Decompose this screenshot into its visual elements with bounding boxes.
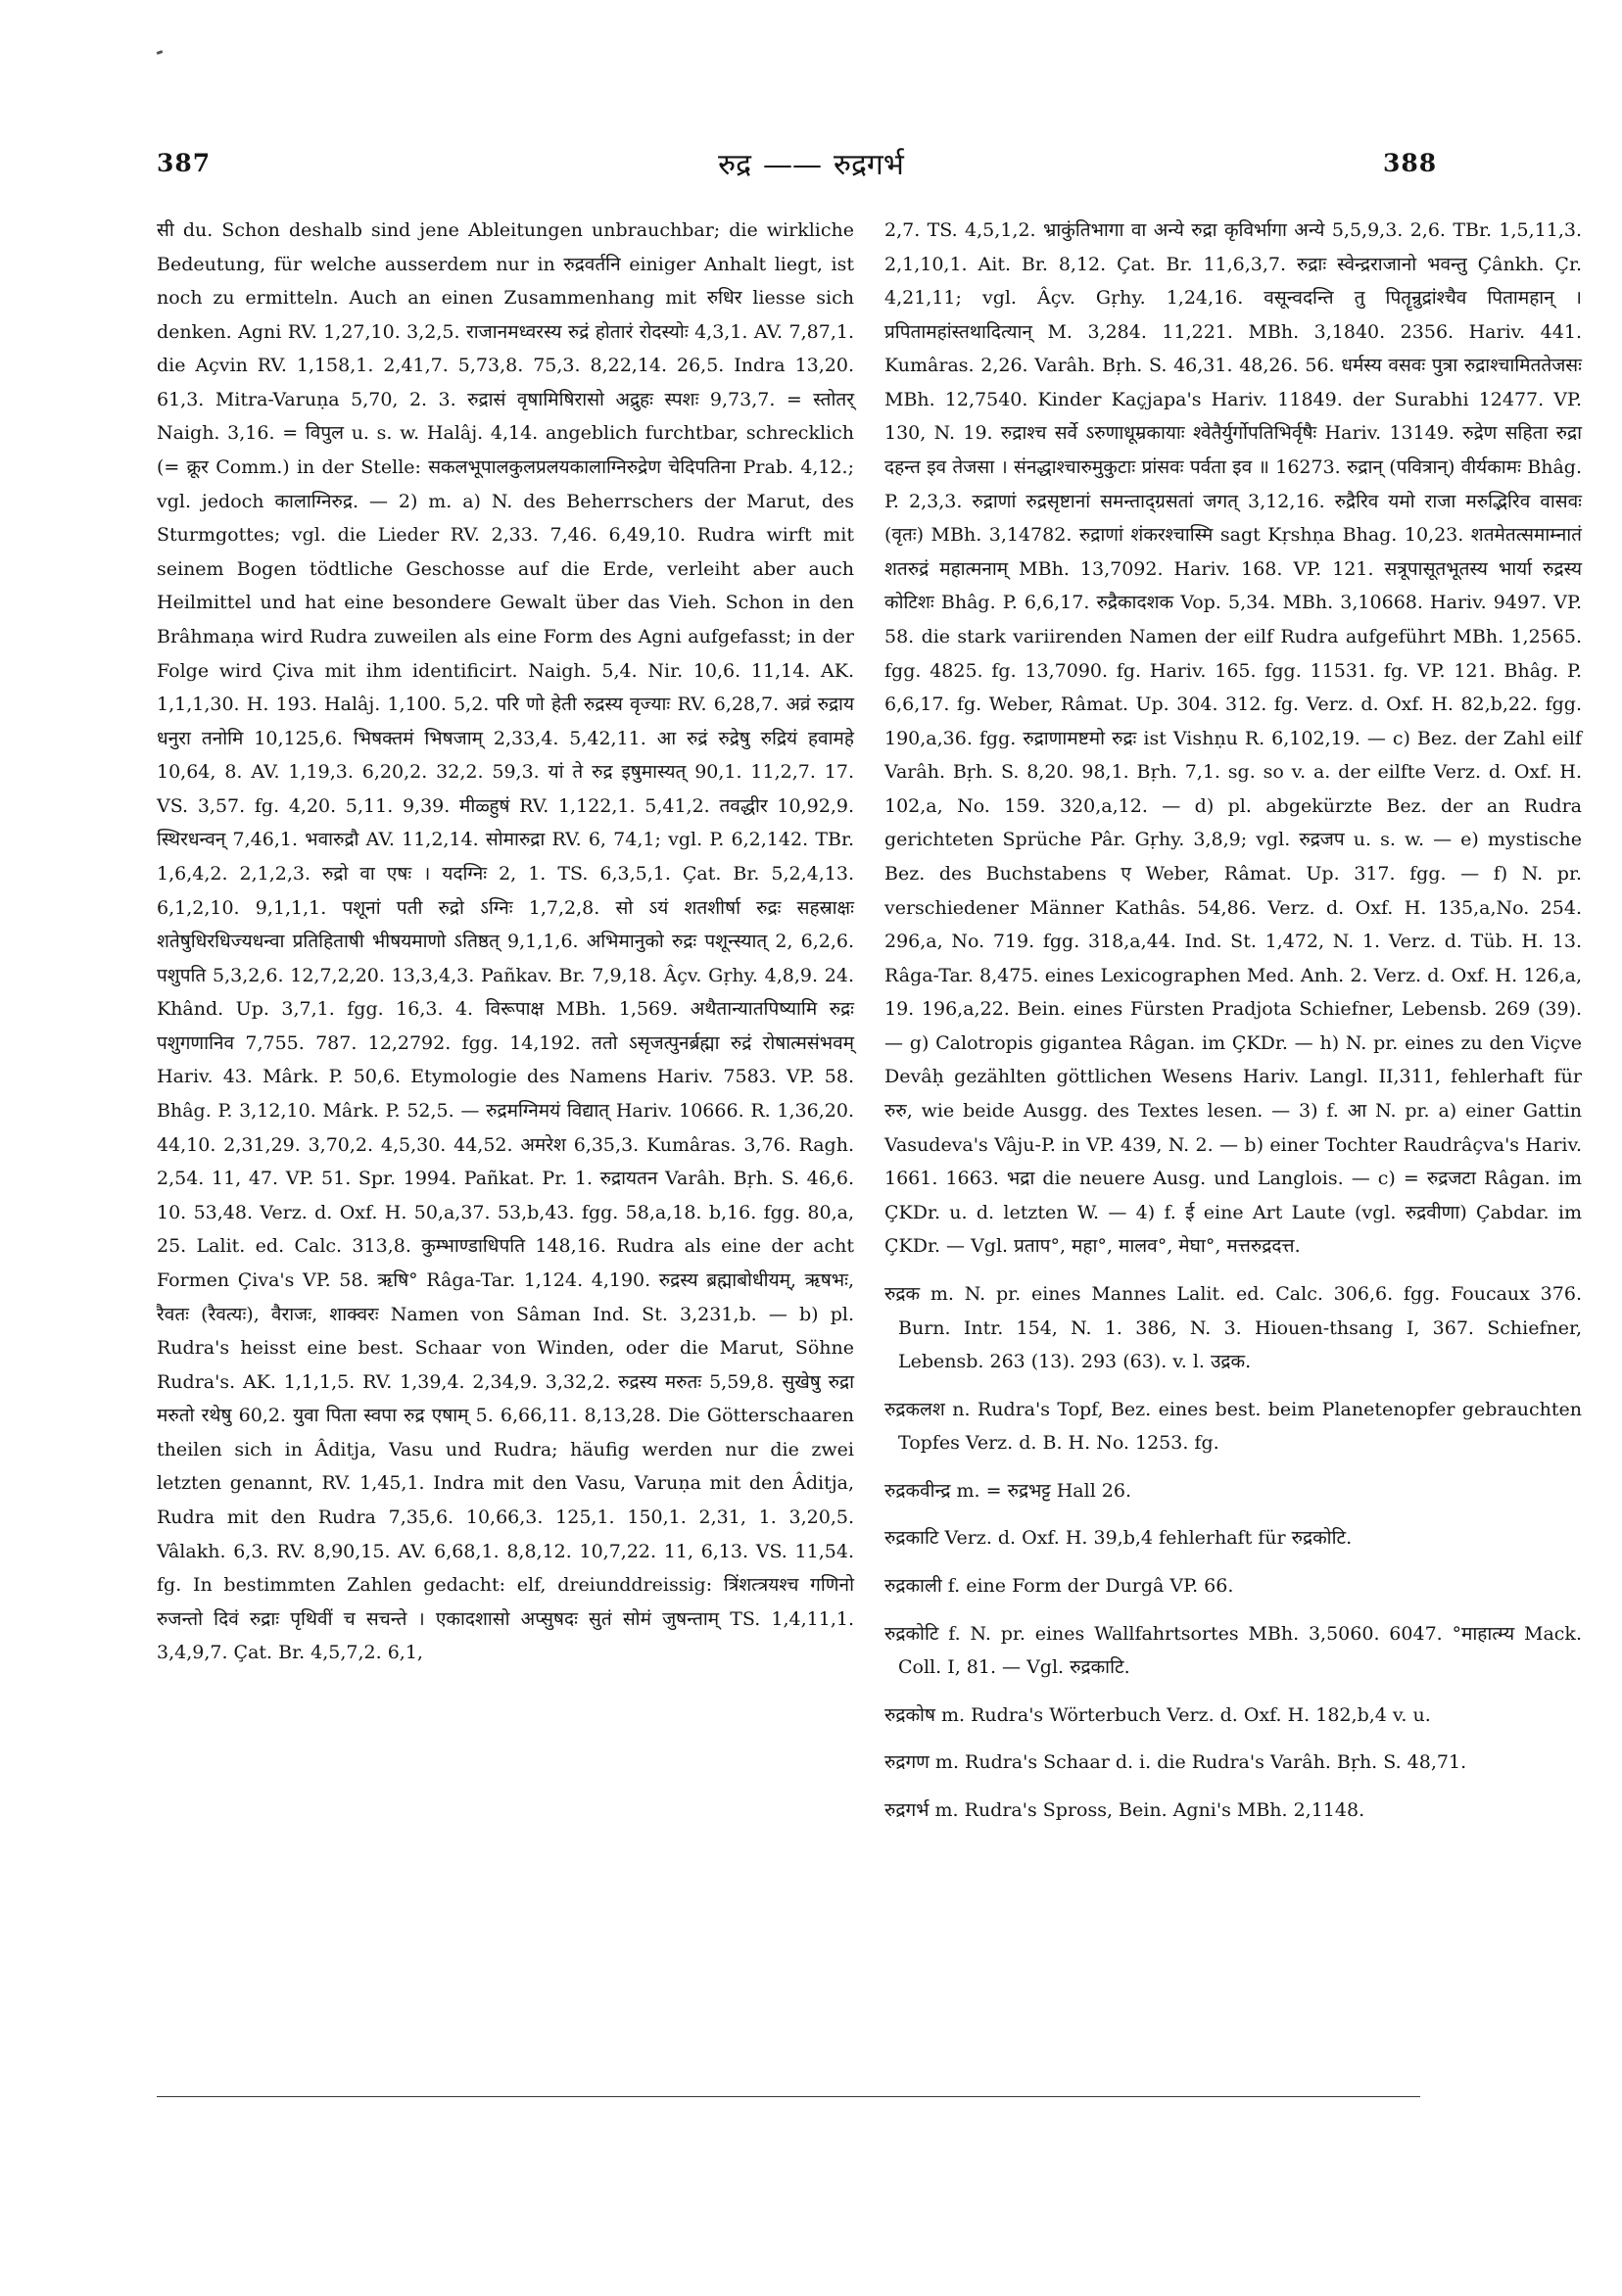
- dictionary-entry: रुद्रकोटि f. N. pr. eines Wallfahrtsortes MBh. 3,5060. 6047. °माहात्म्य Mack. Coll. I, 81. — Vgl. रुद्रकाटि.: [884, 1622, 1582, 1679]
- headword-right: रुद्रगर्भ: [834, 148, 904, 182]
- page-number-left: 387: [157, 149, 212, 177]
- dictionary-entry: रुद्रगण m. Rudra's Schaar d. i. die Rudra's Varâh. Bṛh. S. 48,71.: [884, 1751, 1467, 1774]
- right-column-text: 2,7. TS. 4,5,1,2. भ्राकुंतिभागा वा अन्ये रुद्रा कृविर्भागा अन्ये 5,5,9,3. 2,6. TBr. 1,5,11,3. 2,1,10,1. Ait. Br. 8,12. Çat. Br. 11,6,3,7. रुद्राः स्वेन्द्रराजानो भवन्तु Çânkh. Çr. 4,21,11; vgl. Âçv. Gṛhy. 1,24,16. वसून्वदन्ति तु पितॄन्रुद्रांश्चैव पितामहान् । प्रपितामहांस्तथादित्यान् M. 3,284. 11,221. MBh. 3,1840. 2356. Hariv. 441. Kumâras. 2,26. Varâh. Bṛh. S. 46,31. 48,26. 56. धर्मस्य वसवः पुत्रा रुद्राश्चामिततेजसः MBh. 12,7540. Kinder Kaçjapa's Hariv. 11849. der Surabhi 12477. VP. 130, N. 19. रुद्राश्च सर्वे ऽरुणाधूम्रकायाः श्वेतैर्युर्गोपतिभिर्वृषैः Hariv. 13149. रुद्रेण सहिता रुद्रा दहन्त इव तेजसा । संनद्धाश्चारुमुकुटाः प्रांसवः पर्वता इव ॥ 16273. रुद्रान् (पवित्रान्) वीर्यकामः Bhâg. P. 2,3,3. रुद्राणां रुद्रसृष्टानां समन्ताद्ग्रसतां जगत् 3,12,16. रुद्रैरिव यमो राजा मरुद्भिरिव वासवः (वृतः) MBh. 3,14782. रुद्राणां शंकरश्चास्मि sagt Kṛshṇa Bhag. 10,23. शतमेतत्समाम्नातं शतरुद्रं महात्मनाम् MBh. 13,7092. Hariv. 168. VP. 121. सत्रूपासूतभूतस्य भार्या रुद्रस्य कोटिशः Bhâg. P. 6,6,17. रुद्रैकादशक Vop. 5,34. MBh. 3,10668. Hariv. 9497. VP. 58. die stark variirenden Namen der eilf Rudra aufgeführt MBh. 1,2565. fgg. 4825. fg. 13,7090. fg. Hariv. 165. fgg. 11531. fg. VP. 121. Bhâg. P. 6,6,17. fg. Weber, Râmat. Up. 304. 312. fg. Verz. d. Oxf. H. 82,b,22. fgg. 190,a,36. fgg. रुद्राणामष्टमो रुद्रः ist Vishṇu R. 6,102,19. — c) Bez. der Zahl eilf Varâh. Bṛh. S. 8,20. 98,1. Bṛh. 7,1. sg. so v. a. der eilfte Verz. d. Oxf. H. 102,a, No. 159. 320,a,12. — d) pl. abgekürzte Bez. der an Rudra gerichteten Sprüche Pâr. Gṛhy. 3,8,9; vgl. रुद्रजप u. s. w. — e) mystische Bez. des Buchstabens ए Weber, Râmat. Up. 317. fgg. — f) N. pr. verschiedener Männer Kathâs. 54,86. Verz. d. Oxf. H. 135,a,No. 254. 296,a, No. 719. fgg. 318,a,44. Ind. St. 1,472, N. 1. Verz. d. Tüb. H. 13. Râga-Tar. 8,475. eines Lexicographen Med. Anh. 2. Verz. d. Oxf. H. 126,a, 19. 196,a,22. Bein. eines Fürsten Pradjota Schiefner, Lebensb. 269 (39). — g) Calotropis gigantea Râgan. im ÇKDr. — h) N. pr. eines zu den Viçve Devâḥ gezählten göttlichen Wesens Hariv. Langl. II,311, fehlerhaft für रुरु, wie beide Ausgg. des Textes lesen. — 3) f. आ N. pr. a) einer Gattin Vasudeva's Vâju-P. in VP. 439, N. 2. — b) einer Tochter Raudrâçva's Hariv. 1661. 1663. भद्रा die neuere Ausg. und Langlois. — c) = रुद्रजटा Râgan. im ÇKDr. u. d. letzten W. — 4) f. ई eine Art Laute (vgl. रुद्रवीणा) Çabdar. im ÇKDr. — Vgl. प्रताप°, महा°, मालव°, मेघा°, मत्तरुद्रदत्त.: [884, 219, 1582, 1258]
- dictionary-entry: रुद्रक m. N. pr. eines Mannes Lalit. ed. Calc. 306,6. fgg. Foucaux 376. Burn. Intr. 154, N. 1. 386, N. 3. Hiouen-thsang I, 367. Schiefner, Lebensb. 263 (13). 293 (63). v. l. उद्रक.: [884, 1282, 1582, 1373]
- page-number-right: 388: [1383, 149, 1438, 177]
- dictionary-entry: रुद्रकोष m. Rudra's Wörterbuch Verz. d. Oxf. H. 182,b,4 v. u.: [884, 1703, 1431, 1726]
- dictionary-entry: रुद्रकलश n. Rudra's Topf, Bez. eines best. beim Planetenopfer gebrauchten Topfes Verz. d. B. H. No. 1253. fg.: [884, 1398, 1582, 1455]
- dictionary-entry: रुद्रकाली f. eine Form der Durgâ VP. 66.: [884, 1574, 1234, 1597]
- headword-left: रुद्र: [718, 148, 751, 182]
- headword-separator: ——: [763, 148, 822, 182]
- dictionary-entry: रुद्रगर्भ m. Rudra's Spross, Bein. Agni's MBh. 2,1148.: [884, 1798, 1365, 1821]
- left-column: [157, 214, 854, 1670]
- left-column-text: सी du. Schon deshalb sind jene Ableitungen unbrauchbar; die wirkliche Bedeutung, für welche ausserdem nur in रुद्रवर्तनि einiger Anhalt liegt, ist noch zu ermitteln. Auch an einen Zusammenhang mit रुधिर liesse sich denken. Agni RV. 1,27,10. 3,2,5. राजानमध्वरस्य रुद्रं होतारं रोदस्योः 4,3,1. AV. 7,87,1. die Açvin RV. 1,158,1. 2,41,7. 5,73,8. 75,3. 8,22,14. 26,5. Indra 13,20. 61,3. Mitra-Varuṇa 5,70, 2. 3. रुद्रासं वृषामिषिरासो अद्रुहः स्पशः 9,73,7. = स्तोतर् Naigh. 3,16. = विपुल u. s. w. Halâj. 4,14. angeblich furchtbar, schrecklich (= क्रूर Comm.) in der Stelle: सकलभूपालकुलप्रलयकालाग्निरुद्रेण चेदिपतिना Prab. 4,12.; vgl. jedoch कालाग्निरुद्र. — 2) m. a) N. des Beherrschers der Marut, des Sturmgottes; vgl. die Lieder RV. 2,33. 7,46. 6,49,10. Rudra wirft mit seinem Bogen tödtliche Geschosse auf die Erde, verleiht aber auch Heilmittel und hat eine besondere Gewalt über das Vieh. Schon in den Brâhmaṇa wird Rudra zuweilen als eine Form des Agni aufgefasst; in der Folge wird Çiva mit ihm identificirt. Naigh. 5,4. Nir. 10,6. 11,14. AK. 1,1,1,30. H. 193. Halâj. 1,100. 5,2. परि णो हेती रुद्रस्य वृज्याः RV. 6,28,7. अव्रं रुद्राय धनुरा तनोमि 10,125,6. भिषक्तमं भिषजाम् 2,33,4. 5,42,11. आ रुद्रं रुद्रेषु रुद्रियं हवामहे 10,64, 8. AV. 1,19,3. 6,20,2. 32,2. 59,3. यां ते रुद्र इषुमास्यत् 90,1. 11,2,7. 17. VS. 3,57. fg. 4,20. 5,11. 9,39. मीळ्हुषं RV. 1,122,1. 5,41,2. तवद्धीर 10,92,9. स्थिरधन्वन् 7,46,1. भवारुद्रौ AV. 11,2,14. सोमारुद्रा RV. 6, 74,1; vgl. P. 6,2,142. TBr. 1,6,4,2. 2,1,2,3. रुद्रो वा एषः । यदग्निः 2, 1. TS. 6,3,5,1. Çat. Br. 5,2,4,13. 6,1,2,10. 9,1,1,1. पशूनां पती रुद्रो ऽग्निः 1,7,2,8. सो ऽयं शतशीर्षा रुद्रः सहस्राक्षः शतेषुधिरधिज्यधन्वा प्रतिहिताषी भीषयमाणो ऽतिष्ठत् 9,1,1,6. अभिमानुको रुद्रः पशून्स्यात् 2, 6,2,6. पशुपति 5,3,2,6. 12,7,2,20. 13,3,4,3. Pañkav. Br. 7,9,18. Âçv. Gṛhy. 4,8,9. 24. Khând. Up. 3,7,1. fgg. 16,3. 4. विरूपाक्ष MBh. 1,569. अथैतान्यातपिष्यामि रुद्रः पशुगणानिव 7,755. 787. 12,2792. fgg. 14,192. ततो ऽसृजत्पुनर्ब्रह्मा रुद्रं रोषात्मसंभवम् Hariv. 43. Mârk. P. 50,6. Etymologie des Namens Hariv. 7583. VP. 58. Bhâg. P. 3,12,10. Mârk. P. 52,5. — रुद्रमग्निमयं विद्यात् Hariv. 10666. R. 1,36,20. 44,10. 2,31,29. 3,70,2. 4,5,30. 44,52. अमरेश 6,35,3. Kumâras. 3,76. Ragh. 2,54. 11, 47. VP. 51. Spr. 1994. Pañkat. Pr. 1. रुद्रायतन Varâh. Bṛh. S. 46,6. 10. 53,48. Verz. d. Oxf. H. 50,a,37. 53,b,43. fgg. 58,a,18. b,16. fgg. 80,a, 25. Lalit. ed. Calc. 313,8. कुम्भाण्डाधिपति 148,16. Rudra als eine der acht Formen Çiva's VP. 58. ऋषि° Râga-Tar. 1,124. 4,190. रुद्रस्य ब्रह्माबोधीयम्, ऋषभः, रैवतः (रैवत्यः), वैराजः, शाक्वरः Namen von Sâman Ind. St. 3,231,b. — b) pl. Rudra's heisst eine best. Schaar von Winden, oder die Marut, Söhne Rudra's. AK. 1,1,1,5. RV. 1,39,4. 2,34,9. 3,32,2. रुद्रस्य मरुतः 5,59,8. सुखेषु रुद्रा मरुतो रथेषु 60,2. युवा पिता स्वपा रुद्र एषाम् 5. 6,66,11. 8,13,28. Die Götterschaaren theilen sich in Âditja, Vasu und Rudra; häufig werden nur die zwei letzten genannt, RV. 1,45,1. Indra mit den Vasu, Varuṇa mit den Âditja, Rudra mit den Rudra 7,35,6. 10,66,3. 125,1. 150,1. 2,31, 1. 3,20,5. Vâlakh. 6,3. RV. 8,90,15. AV. 6,68,1. 8,8,12. 10,7,22. 11, 6,13. VS. 11,54. fg. In bestimmten Zahlen gedacht: elf, dreiunddreissig: त्रिंशत्त्रयश्च गणिनो रुजन्तो दिवं रुद्राः पृथिवीं च सचन्ते । एकादशासो अप्सुषदः सुतं सोमं जुषन्ताम् TS. 1,4,11,1. 3,4,9,7. Çat. Br. 4,5,7,2. 6,1,: [157, 219, 854, 1664]
- dictionary-entry: रुद्रकाटि Verz. d. Oxf. H. 39,b,4 fehlerhaft für रुद्रकोटि.: [884, 1527, 1353, 1550]
- right-column: [884, 214, 1582, 1827]
- dictionary-entry: रुद्रकवीन्द्र m. = रुद्रभट्ट Hall 26.: [884, 1479, 1132, 1502]
- margin-mark: [157, 50, 164, 55]
- running-head: [0, 143, 1622, 183]
- footer-rule: [157, 2096, 1420, 2097]
